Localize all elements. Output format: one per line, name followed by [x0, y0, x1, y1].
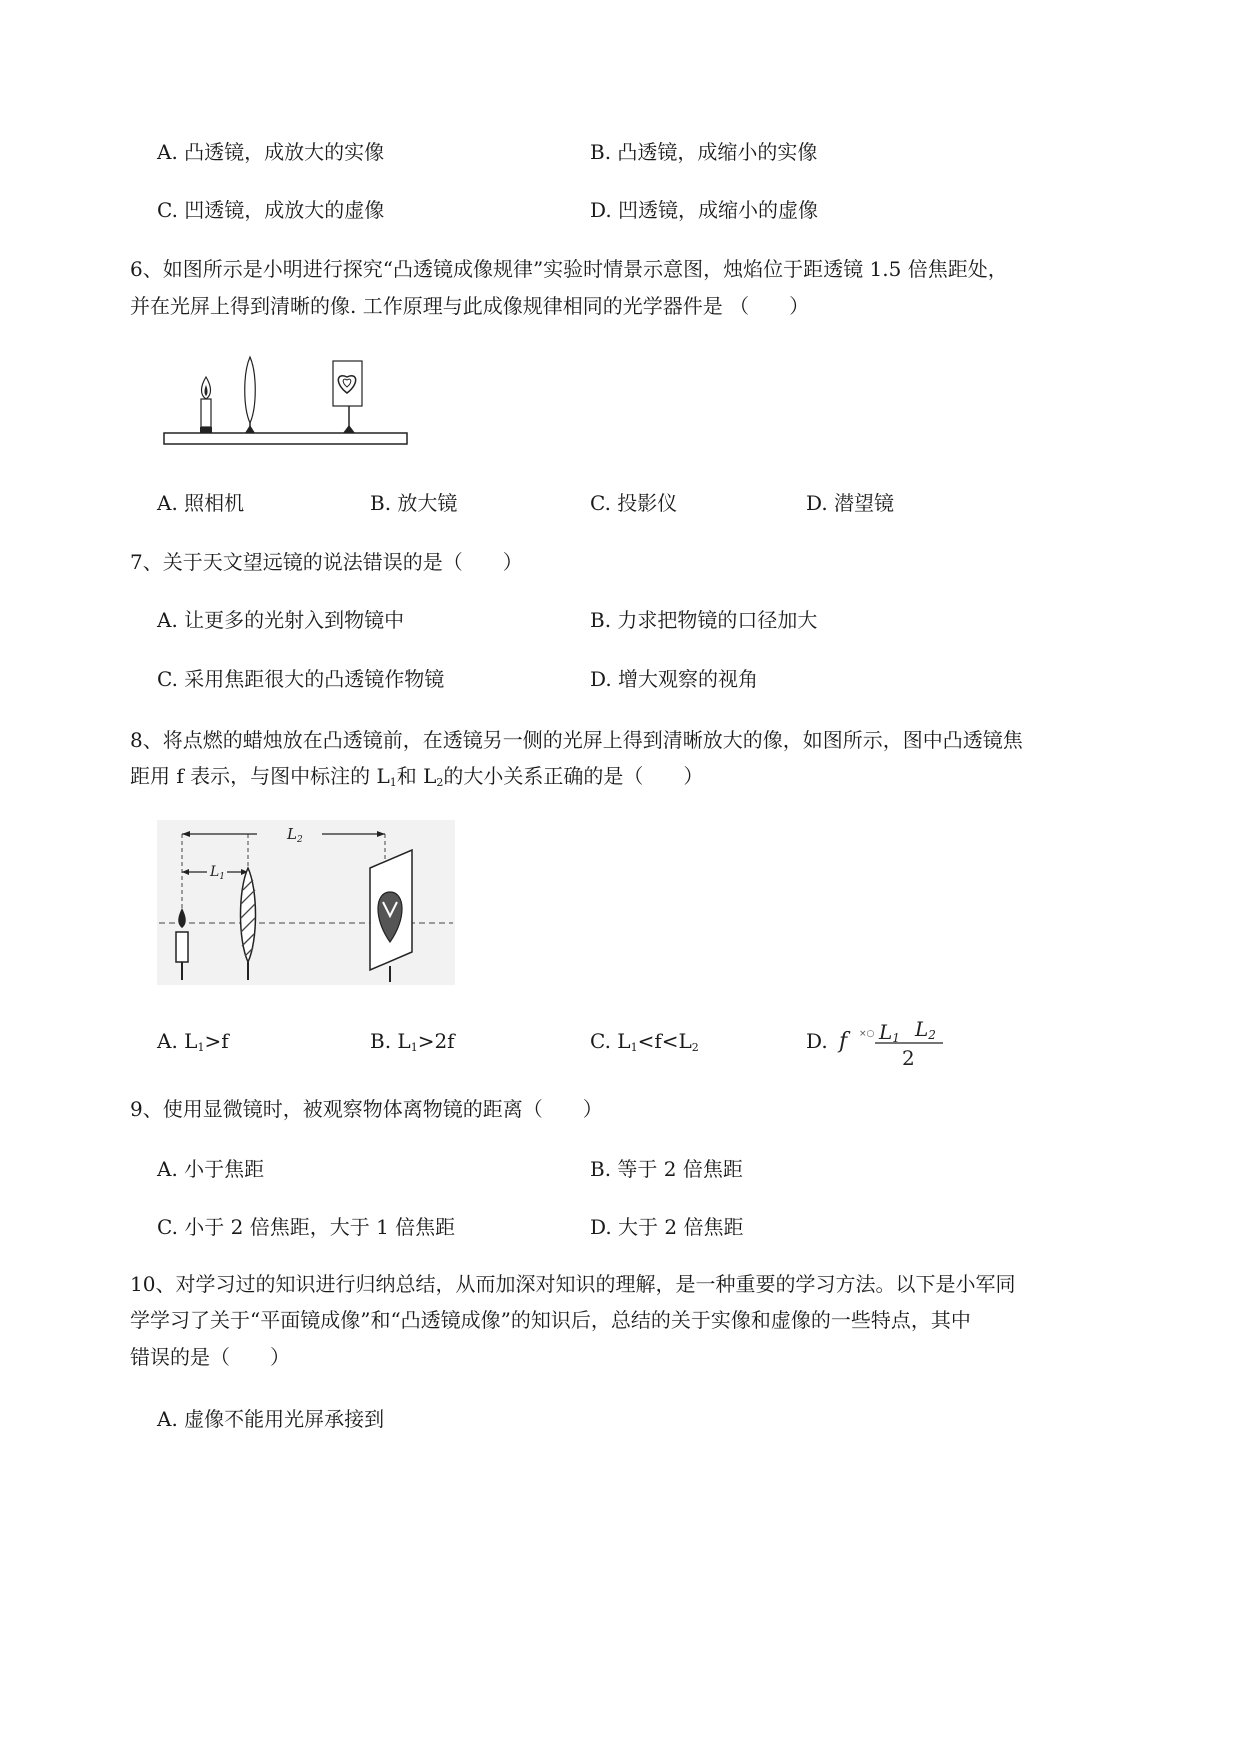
q5-option-c: C. 凹透镜，成放大的虚像 — [157, 198, 385, 222]
l1-label: $L_1$ — [210, 864, 226, 882]
q7-option-a: A. 让更多的光射入到物镜中 — [157, 608, 405, 632]
q8-option-d-formula — [835, 1012, 947, 1070]
q10-stem-line2: 学学习了关于“平面镜成像”和“凸透镜成像”的知识后，总结的关于实像和虚像的一些特点，其中 — [130, 1308, 971, 1332]
l2-label: $L_2$ — [287, 825, 303, 845]
q6-option-a: A. 照相机 — [157, 491, 245, 515]
optical-bench-rail — [164, 433, 407, 444]
q7-stem: 7、关于天文望远镜的说法错误的是（ ） — [130, 550, 523, 574]
q8-option-a: A. $L_1>f$ — [157, 1029, 229, 1054]
q6-option-b: B. 放大镜 — [370, 491, 458, 515]
light-screen-icon — [333, 361, 362, 433]
q9-option-a: A. 小于焦距 — [157, 1157, 265, 1181]
q7-option-c: C. 采用焦距很大的凸透镜作物镜 — [157, 667, 445, 691]
svg-text:×○: ×○ — [859, 1029, 875, 1039]
convex-lens-icon — [245, 357, 256, 433]
q10-stem-line3: 错误的是（ ） — [130, 1345, 290, 1369]
q8-figure-lens-setup — [157, 820, 455, 985]
q9-option-c: C. 小于 2 倍焦距，大于 1 倍焦距 — [157, 1215, 456, 1239]
q8-option-d-label: D. — [806, 1029, 828, 1053]
q6-option-c: C. 投影仪 — [590, 491, 678, 515]
q6-figure-optical-bench — [160, 355, 412, 447]
q6-option-d: D. 潜望镜 — [806, 491, 895, 515]
q10-option-a: A. 虚像不能用光屏承接到 — [157, 1407, 385, 1431]
q5-option-d: D. 凹透镜，成缩小的虚像 — [590, 198, 819, 222]
q7-option-d: D. 增大观察的视角 — [590, 667, 759, 691]
q5-option-b: B. 凸透镜，成缩小的实像 — [590, 140, 818, 164]
q9-option-b: B. 等于 2 倍焦距 — [590, 1157, 743, 1181]
q6-stem-line2: 并在光屏上得到清晰的像. 工作原理与此成像规律相同的光学器件是 （ ） — [130, 294, 810, 318]
q9-option-d: D. 大于 2 倍焦距 — [590, 1215, 744, 1239]
q8-option-c: C. $L_1<f<L_2$ — [590, 1029, 699, 1054]
q7-option-b: B. 力求把物镜的口径加大 — [590, 608, 818, 632]
candle-icon — [200, 377, 212, 433]
q9-stem: 9、使用显微镜时，被观察物体离物镜的距离（ ） — [130, 1097, 603, 1121]
q5-option-a: A. 凸透镜，成放大的实像 — [157, 140, 385, 164]
q8-stem-line2: 距用 f 表示，与图中标注的 $L_1$和 $L_2$的大小关系正确的是（ ） — [130, 764, 704, 789]
q8-option-b: B. $L_1>2f$ — [370, 1029, 455, 1054]
svg-text:f: f — [839, 1029, 848, 1054]
q6-stem-line1: 6、如图所示是小明进行探究“凸透镜成像规律”实验时情景示意图，烛焰位于距透镜 1.5 倍焦距处， — [130, 257, 1008, 281]
svg-text:L1: L1 — [879, 1020, 900, 1045]
q10-stem-line1: 10、对学习过的知识进行归纳总结，从而加深对知识的理解，是一种重要的学习方法。以下是小军同 — [130, 1272, 1016, 1296]
q8-stem-line1: 8、将点燃的蜡烛放在凸透镜前，在透镜另一侧的光屏上得到清晰放大的像，如图所示，图中凸透镜焦 — [130, 728, 1023, 752]
svg-text:2: 2 — [902, 1046, 915, 1070]
svg-text:L2: L2 — [915, 1017, 936, 1042]
